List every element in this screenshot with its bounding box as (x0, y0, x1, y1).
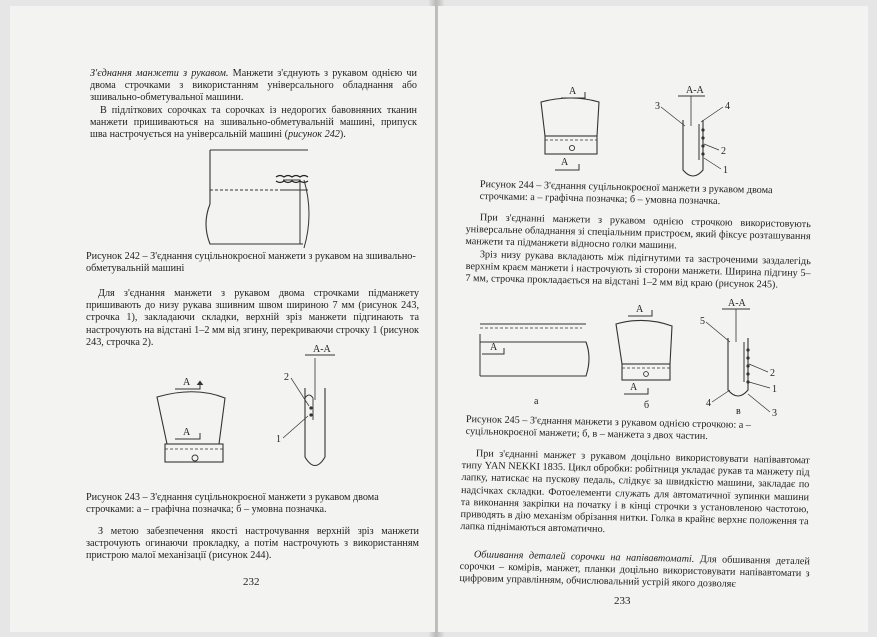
paragraph-two-stitches: Для з'єднання манжети з рукавом двома строчками підманжету пришивають до низу рукава зшивним швом шириною 7 мм (рисунок 243, строчка 1), закладаючи складки, верхній зріз манжети підгинають та настрочують на відстані 1–2 мм від згину, перекриваючи строчку 1 (рисунок 243, строчка 2). (86, 288, 419, 348)
label-2: 2 (770, 368, 775, 379)
page-number-right: 233 (614, 595, 631, 607)
section-label: А-А (686, 85, 704, 96)
section-label: А-А (313, 344, 331, 355)
label-2: 2 (721, 146, 726, 157)
sublabel-b: б (644, 400, 650, 411)
section-label: А-А (728, 298, 746, 309)
label-1: 1 (276, 434, 281, 445)
label-1: 1 (723, 165, 728, 176)
figure-244 (533, 82, 763, 192)
label-1: 1 (772, 384, 777, 395)
right-page (438, 6, 868, 632)
arrow-label-b: А (636, 304, 644, 315)
paragraph-semiautomatic: При з'єднанні манжет з рукавом доцільно використовувати напівавтомат типу YAN NEKKI 1835. Цикл обробки: робітниця укладає рукав та манжету під лапку, натискає на пускову педаль, слідкує за швидкістю машини, закладає по надсічках складки. Фотоелементи служать для автоматичної зупинки машини та виконання закріпки на початку і в кінці строчки з установленою частотою, приводять в дію механізм обрізання нитки. Голка в крайнє верхнє положення та лапка піднімаються автоматично. (460, 448, 810, 536)
paragraph-title: З'єднання манжети з рукавом. (90, 68, 229, 79)
figure-reference: рисунок 242 (287, 129, 340, 141)
paragraph-title: Обшивання деталей сорочки на напівавтоматі. (473, 549, 695, 565)
paragraph-teen-shirts (90, 105, 417, 142)
paragraph-cuff-joining (90, 68, 417, 105)
label-4: 4 (706, 398, 711, 409)
sublabel-v: в (736, 406, 741, 417)
page-number-left: 232 (243, 576, 260, 588)
paragraph-body: Для обшивання деталей сорочки – комірів, манжет, планки доцільно використовувати напівавтомати з цифровим управлінням, обчислювальний устрій якого дозволяє (459, 554, 810, 591)
arrow-label-a: А (490, 342, 498, 353)
arrow-label-bottom: А (561, 157, 569, 168)
figure-244-caption: Рисунок 244 – З'єднання суцільнокроєної манжети з рукавом двома строчками: а – графічна позначка; б – умовна позначка. (479, 179, 773, 208)
label-4: 4 (725, 101, 730, 112)
paragraph-sleeve-hem: Зріз низу рукава вкладають між підігнутими та застроченими заздалегідь верхнім краєм манжети і настрочують зі сторони манжети. Ширина підгину 5–7 мм, строчка прокладається на відстані 1–2 мм від краю (рисунок 245). (465, 249, 811, 291)
paragraph-quality: З метою забезпечення якості настрочування верхній зріз манжети застрочують огинаючи прокладку, а потім настрочують з використанням пристрою малої механізації (рисунок 244). (86, 526, 419, 562)
label-2: 2 (284, 372, 289, 383)
arrow-label-b-bottom: А (630, 382, 638, 393)
paragraph-text-end: ). (339, 129, 346, 141)
figure-245-caption: Рисунок 245 – З'єднання манжети з рукавом однією строчкою: а – суцільнокроєної манжети; б, в – манжета з двох частин. (465, 414, 752, 443)
label-3: 3 (655, 101, 660, 112)
figure-243 (145, 342, 345, 472)
left-page (10, 6, 436, 632)
figure-242 (188, 144, 418, 254)
sublabel-a: а (534, 396, 539, 407)
figure-243-caption: Рисунок 243 – З'єднання суцільнокроєної манжети з рукавом двома строчками: а – графічна позначка; б – умовна позначка. (86, 492, 379, 516)
paragraph-trimming (459, 549, 810, 593)
paragraph-one-stitch: При з'єднанні манжети з рукавом однією строчкою використовують універсальне обладнання зі спеціальним пристроєм, який фіксує розташування манжети та підманжети відносно голки машини. (465, 212, 811, 252)
arrow-label: А (183, 377, 191, 388)
arrow-label: А (569, 86, 577, 97)
figure-245 (466, 298, 836, 418)
paragraph-text: В підліткових сорочках та сорочках із недорогих бавовняних тканин манжети пришиваються на зшивально-обметувальній машині, припуск шва настрочується на універсальній машині ( (90, 105, 417, 141)
paragraph-body: Манжети з'єднують з рукавом однією чи двома строчками з використанням універсального обладнання або зшивально-обметувальної машини. (90, 68, 418, 104)
label-5: 5 (700, 316, 705, 327)
figure-242-caption: Рисунок 242 – З'єднання суцільнокроєної манжети з рукавом на зшивально-обметувальній машині (86, 251, 416, 275)
arrow-label-bottom: А (183, 427, 191, 438)
label-3: 3 (772, 408, 777, 419)
